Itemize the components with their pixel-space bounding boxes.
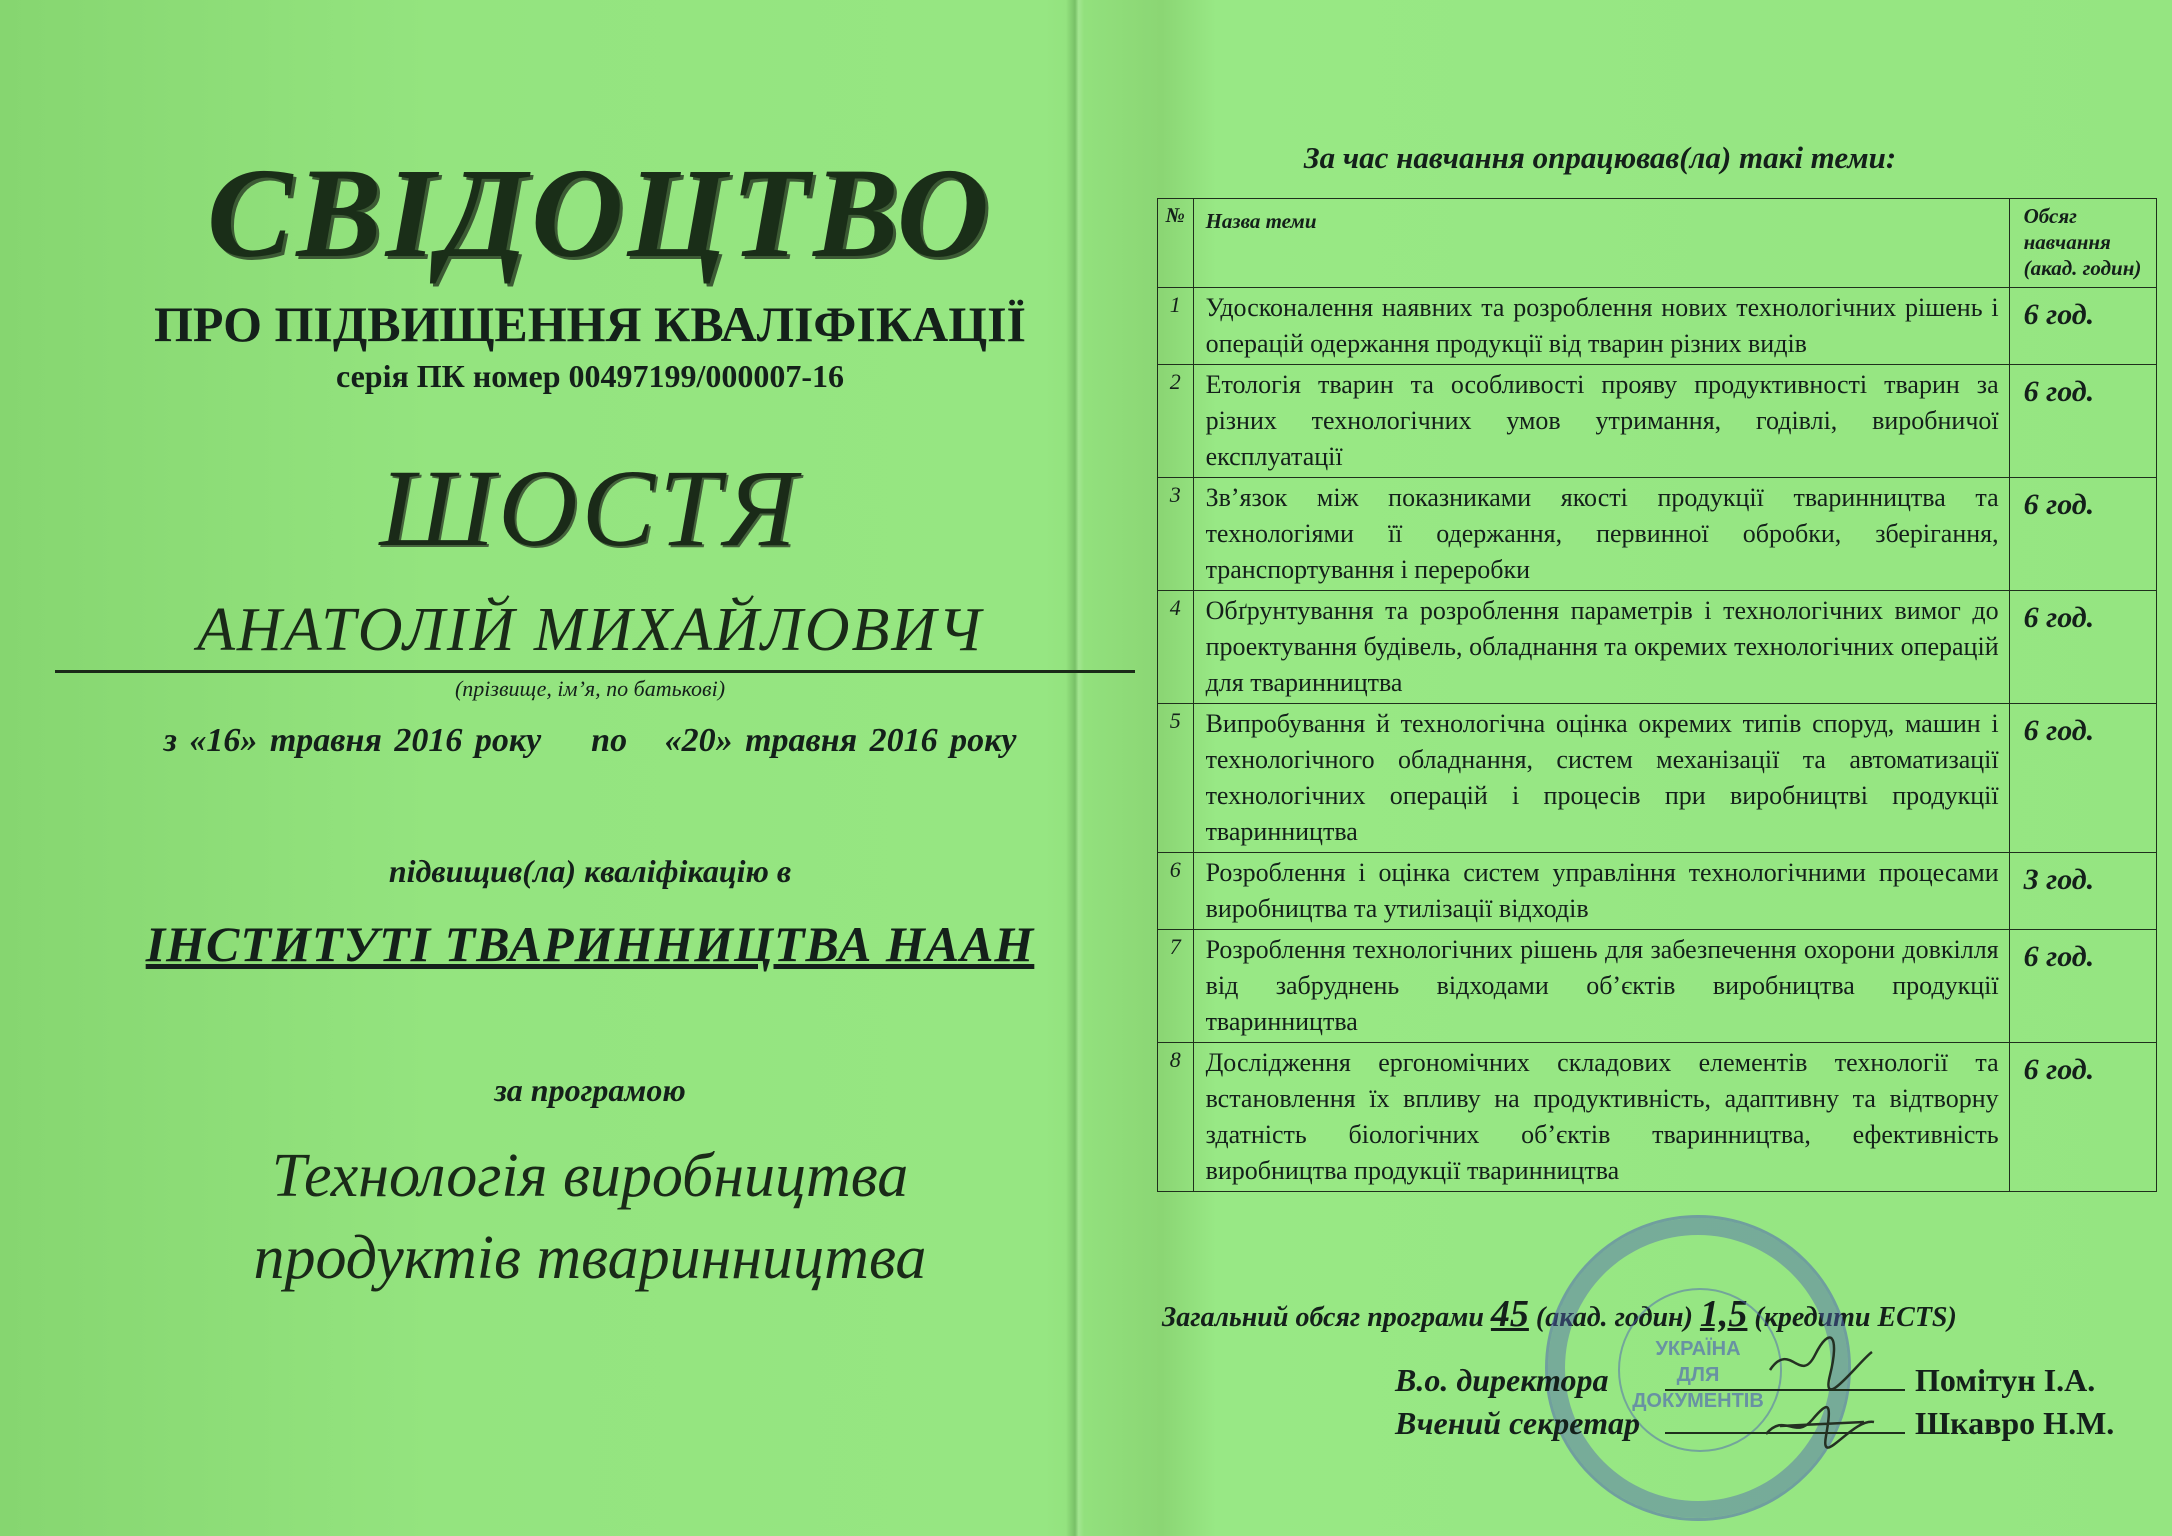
row-volume: 6 год. (2009, 930, 2156, 1043)
row-topic-name: Зв’язок між показниками якості продукції тваринництва та технологіями її одержання, первинної обробки, зберігання, транспортування і переробки (1193, 478, 2009, 591)
program-title-line1: Технологія виробництва (271, 1142, 909, 1210)
topics-table (1157, 198, 2157, 1192)
total-credits-unit: (кредити ECTS) (1754, 1302, 1957, 1333)
qualification-text: підвищив(ла) кваліфікацію в (388, 853, 792, 889)
row-volume: 3 год. (2009, 853, 2156, 930)
table-row (1158, 365, 2157, 478)
institution-name: ІНСТИТУТІ ТВАРИННИЦТВА НААН (145, 916, 1035, 972)
row-topic-name: Етологія тварин та особливості прояву продуктивності тварин за різних технологічних умов утримання, годівлі, виробничої експлуатації (1193, 365, 2009, 478)
row-volume: 6 год. (2009, 365, 2156, 478)
column-name-header: Назва теми (1193, 199, 2009, 288)
holder-surname: ШОСТЯ (379, 447, 801, 569)
row-number: 8 (1158, 1043, 1194, 1192)
row-topic-name: Обґрунтування та розроблення параметрів і технологічних вимог до проектування будівель, обладнання та окремих технологічних операцій для тваринництва (1193, 591, 2009, 704)
certificate-title: СВІДОЦТВО (207, 142, 993, 284)
row-number: 3 (1158, 478, 1194, 591)
column-number-header: № (1158, 199, 1194, 288)
topics-heading: За час навчання опрацював(ла) такі теми: (1303, 140, 1897, 175)
certificate-series: серія ПК номер 00497199/000007-16 (335, 358, 845, 394)
director-signature (1760, 1330, 1880, 1390)
table-row (1158, 1043, 2157, 1192)
table-row (1158, 288, 2157, 365)
row-volume: 6 год. (2009, 478, 2156, 591)
row-number: 4 (1158, 591, 1194, 704)
program-title-line2: продуктів тваринництва (253, 1224, 927, 1292)
program-title (80, 1135, 1100, 1299)
stamp-line: УКРАЇНА (1655, 1338, 1741, 1360)
total-prefix: Загальний обсяг програми (1162, 1302, 1484, 1333)
program-label: за програмою (494, 1072, 686, 1108)
total-hours-unit: (акад. годин) (1535, 1302, 1693, 1333)
total-hours: 45 (1490, 1293, 1529, 1335)
page-fold (1066, 0, 1084, 1536)
row-topic-name: Випробування й технологічна оцінка окремих типів споруд, машин і технологічного обладнання, систем механізації та автоматизації технологічних операцій і процесів при виробництві продукції тваринництва (1193, 704, 2009, 853)
row-volume: 6 год. (2009, 591, 2156, 704)
topics-header-row (1158, 199, 2157, 288)
row-number: 2 (1158, 365, 1194, 478)
table-row (1158, 853, 2157, 930)
row-number: 7 (1158, 930, 1194, 1043)
row-volume: 6 год. (2009, 1043, 2156, 1192)
row-topic-name: Розроблення і оцінка систем управління технологічними процесами виробництва та утилізації відходів (1193, 853, 2009, 930)
table-row (1158, 591, 2157, 704)
row-topic-name: Удосконалення наявних та розроблення нових технологічних рішень і операцій одержання продукції від тварин різних видів (1193, 288, 2009, 365)
director-name: Помітун І.А. (1915, 1362, 2096, 1398)
secretary-name: Шкавро Н.М. (1915, 1405, 2115, 1441)
table-row (1158, 930, 2157, 1043)
stamp-line: ДОКУМЕНТІВ (1632, 1390, 1764, 1412)
row-topic-name: Розроблення технологічних рішень для забезпечення охорони довкілля від забруднень відходами об’єктів виробництва продукції тваринництва (1193, 930, 2009, 1043)
row-volume: 6 год. (2009, 288, 2156, 365)
certificate-subtitle: ПРО ПІДВИЩЕННЯ КВАЛІФІКАЦІЇ (153, 296, 1027, 352)
secretary-label: Вчений секретар (1395, 1405, 1640, 1441)
holder-given-names: АНАТОЛІЙ МИХАЙЛОВИЧ (197, 596, 983, 664)
stamp-line: ДЛЯ (1676, 1364, 1720, 1386)
training-dates: з «16» травня 2016 року по «20» травня 2016 року (163, 722, 1017, 759)
secretary-signature (1760, 1392, 1880, 1452)
row-number: 1 (1158, 288, 1194, 365)
name-underline (55, 670, 1135, 673)
row-volume: 6 год. (2009, 704, 2156, 853)
row-number: 5 (1158, 704, 1194, 853)
column-volume-header: Обсяг навчання (акад. годин) (2009, 199, 2156, 288)
total-credits: 1,5 (1699, 1293, 1748, 1335)
row-topic-name: Дослідження ергономічних складових елементів технології та встановлення їх впливу на продуктивність, адаптивну та відтворну здатність біологічних об’єктів тваринництва, ефективність виробництва продукції тваринництва (1193, 1043, 2009, 1192)
director-label: В.о. директора (1395, 1362, 1609, 1398)
table-row (1158, 478, 2157, 591)
row-number: 6 (1158, 853, 1194, 930)
table-row (1158, 704, 2157, 853)
name-caption: (прізвище, ім’я, по батькові) (454, 676, 726, 701)
